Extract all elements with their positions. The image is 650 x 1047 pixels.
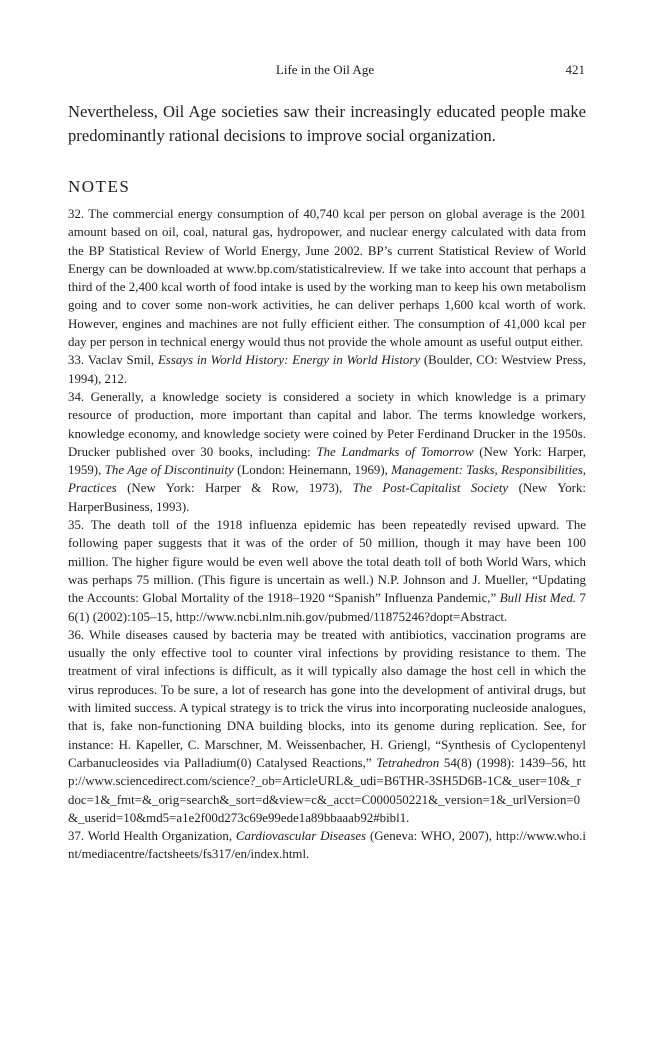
notes-heading: NOTES: [68, 177, 131, 196]
note-text: The death toll of the 1918 influenza epidemic has been repeatedly revised upward. The following paper suggests that it was of the order of 50 million, though it may have been 100 million. The higher figure would be even well above the total death toll of both World Wars, which was perhaps 75 million. (This figure is uncertain as well.) N.P. Johnson and J. Mueller, “Updating the Accounts: Global Mortality of the 1918–1920 “Spanish” Influenza Pandemic,”: [68, 518, 586, 606]
note-number: 32.: [68, 207, 85, 221]
note-number: 34.: [68, 389, 85, 404]
book-title: The Post-Capitalist Society: [352, 481, 509, 496]
notes-list: [68, 205, 586, 864]
note-number: 35.: [68, 518, 85, 533]
note-text: While diseases caused by bacteria may be treated with antibiotics, vaccination programs are usually the only effective tool to counter viral infections by providing resistance to them. The treatment of viral infections is difficult, as it will typically also damage the host cell in which the virus reproduces. To be sure, a lot of research has gone into the development of antiviral drugs, but with limited success. A typical strategy is to trick the virus into incorporating nucleoside analogues, that is, fake non-functioning DNA building blocks, into its genome during replication. See, for instance: H. Kapeller, C. Marschner, M. Weissenbacher, H. Griengl, “Synthesis of Cyclopentenyl Carbanucleosides via Palladium(0) Catalysed Reactions,”: [68, 627, 586, 770]
note-number: 33.: [68, 353, 85, 368]
journal-title: Bull Hist Med.: [499, 591, 576, 606]
note-text: (Geneva: WHO, 2007), http://www.who.int/mediacentre/factsheets/fs317/en/index.html.: [68, 829, 586, 862]
note-text: (Boulder, CO: Westview Press, 1994), 212.: [68, 353, 586, 386]
note-text: (London: Heinemann, 1969),: [233, 463, 392, 478]
running-head-title: Life in the Oil Age: [275, 62, 375, 77]
note-text: 76(1) (2002):105–15, http://www.ncbi.nlm.nih.gov/pubmed/11875246?dopt=Abstract.: [68, 591, 586, 624]
note-35: [68, 516, 586, 626]
book-title: Essays in World History: Energy in World History: [157, 353, 421, 368]
book-title: Management: Tasks, Responsibilities, Practices: [68, 463, 586, 496]
note-text: World Health Organization,: [87, 829, 236, 844]
note-32: [68, 205, 586, 351]
note-text: (New York: Harper, 1959),: [68, 444, 587, 478]
note-text: The commercial energy consumption of 40,740 kcal per person on global average is the 2001 amount based on oil, coal, natural gas, hydropower, and nuclear energy calculated with data from the BP Statistical Review of World Energy, June 2002. BP’s current Statistical Review of World Energy can be downloaded at www.bp.com/statisticalreview. If we take into account that perhaps a third of the 2,400 kcal worth of food intake is used by the working man to keep his own metabolism going and to cover some non-work activities, he can deliver perhaps 1,600 kcal worth of work. However, engines and machines are not fully efficient either. The consumption of 41,000 kcal per day per person in technical energy would thus not provide the whole amount as useful output either.: [68, 207, 586, 350]
book-title: The Age of Discontinuity: [104, 463, 234, 478]
note-number: 37.: [68, 829, 85, 844]
body-paragraph: Nevertheless, Oil Age societies saw their increasingly educated people make predominantly rational decisions to improve social organization.: [68, 102, 586, 145]
note-33: [68, 351, 586, 388]
note-text: Vaclav Smil,: [87, 353, 158, 368]
book-title: The Landmarks of Tomorrow: [316, 444, 474, 459]
note-37: [68, 827, 586, 864]
running-head: [0, 62, 650, 82]
journal-title: Tetrahedron: [376, 755, 440, 770]
note-text: (New York: Harper & Row, 1973),: [116, 481, 353, 496]
page-number: 421: [565, 62, 585, 77]
report-title: Cardiovascular Diseases: [235, 829, 367, 844]
note-text: Generally, a knowledge society is considered a society in which knowledge is a primary resource of production, more important than capital and labor. The terms knowledge workers, knowledge economy, and knowledge society were coined by Peter Ferdinand Drucker in the 1950s. Drucker published over 30 books, including:: [68, 389, 586, 459]
note-34: [68, 388, 586, 516]
note-text: (New York: HarperBusiness, 1993).: [68, 481, 586, 514]
note-36: [68, 626, 586, 827]
note-text: 54(8) (1998): 1439–56, http://www.sciencedirect.com/science?_ob=ArticleURL&_udi=B6THR-3SH5D6B-1C&_user=10&_rdoc=1&_fmt=&_orig=search&_sort=d&view=c&_acct=C000050221&_version=1&_urlVersion=0&_userid=10&md5=a1e2f00d273c69e99ede1a89bbaaab92#bibl1.: [68, 755, 586, 825]
note-number: 36.: [68, 627, 85, 642]
